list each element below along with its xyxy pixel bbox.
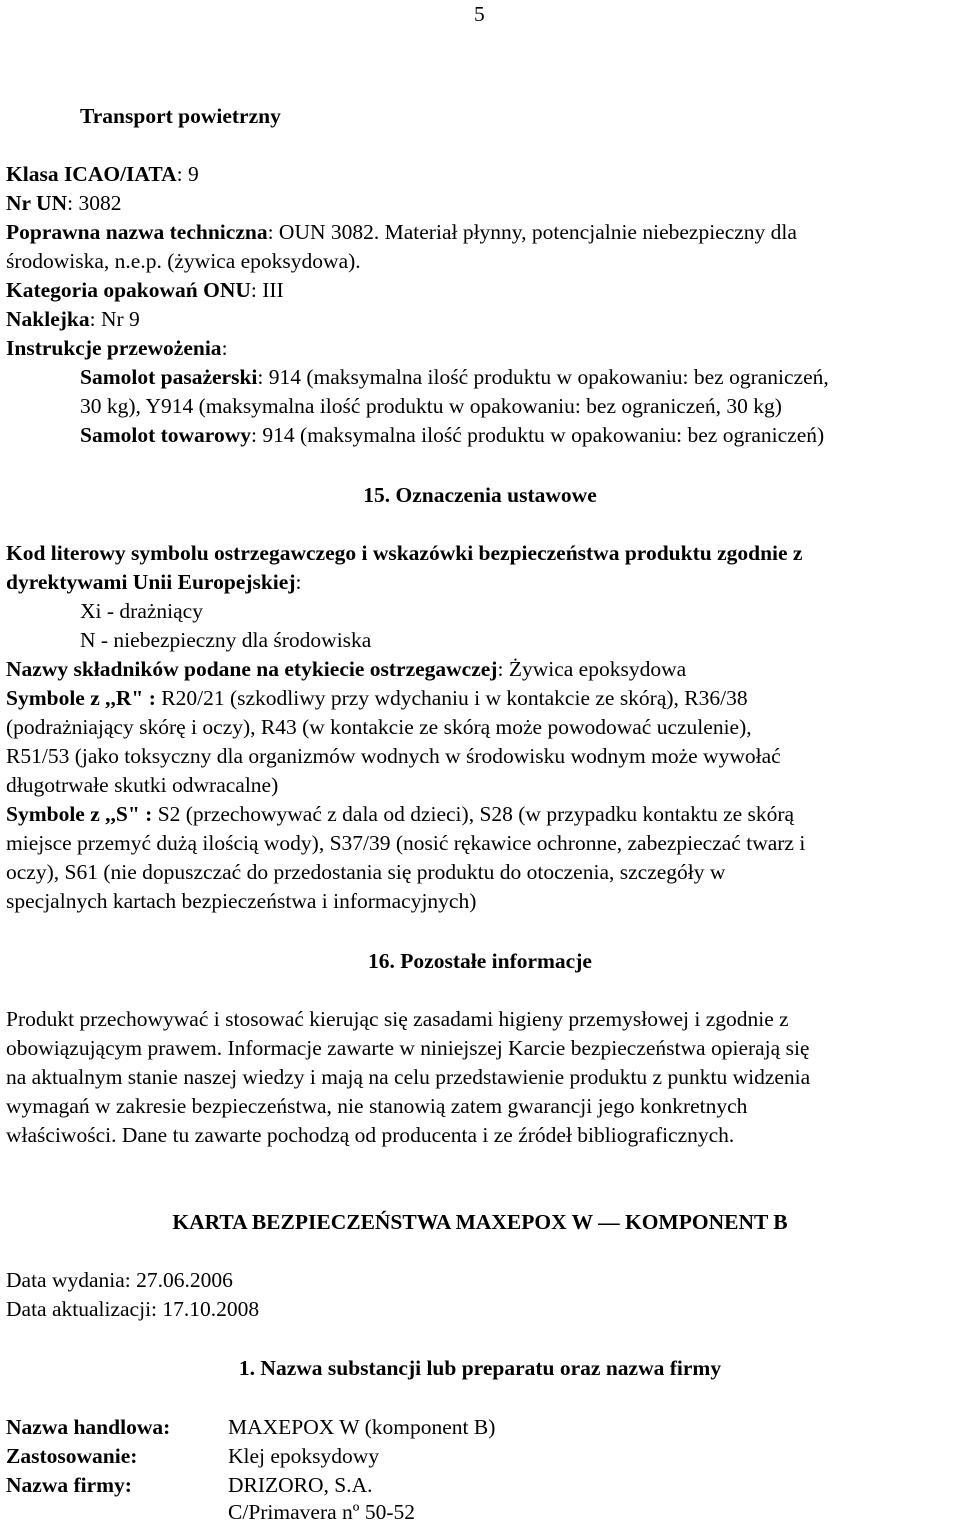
kategoria-line: Kategoria opakowań ONU: III — [6, 278, 284, 302]
symbole-r-line-1: Symbole z ,,R" : R20/21 (szkodliwy przy wdychaniu i w kontakcie ze skórą), R36/38 — [6, 686, 748, 710]
info-line-2: obowiązującym prawem. Informacje zawarte w niniejszej Karcie bezpieczeństwa opierają się — [6, 1036, 810, 1060]
naklejka-line: Naklejka: Nr 9 — [6, 307, 140, 331]
samolot-pasazerski-line-2: 30 kg), Y914 (maksymalna ilość produktu w opakowaniu: bez ograniczeń, 30 kg) — [80, 394, 782, 418]
zastosowanie-value: Klej epoksydowy — [228, 1444, 380, 1468]
symbole-s-line-3: oczy), S61 (nie dopuszczać do przedostania się produktu do otoczenia, szczegóły w — [6, 860, 726, 884]
nazwy-skladnikow-line: Nazwy składników podane na etykiecie ostrzegawczej: Żywica epoksydowa — [6, 657, 687, 681]
zastosowanie-label: Zastosowanie: — [6, 1444, 138, 1468]
info-line-5: właściwości. Dane tu zawarte pochodzą od producenta i ze źródeł bibliograficznych. — [6, 1123, 735, 1147]
nazwa-firmy-label: Nazwa firmy: — [6, 1473, 132, 1497]
nazwa-techniczna-line-2: środowiska, n.e.p. (żywica epoksydowa). — [6, 249, 361, 273]
nazwa-handlowa-label: Nazwa handlowa: — [6, 1415, 171, 1439]
info-line-3: na aktualnym stanie naszej wiedzy i mają na celu przedstawienie produktu z punktu widzenia — [6, 1065, 811, 1089]
symbole-r-line-2: (podrażniający skórę i oczy), R43 (w kontakcie ze skórą może powodować uczulenie), — [6, 715, 752, 739]
section-15-heading: 15. Oznaczenia ustawowe — [363, 483, 597, 507]
info-line-4: wymagań w zakresie bezpieczeństwa, nie stanowią zatem gwarancji jego konkretnych — [6, 1094, 748, 1118]
symbole-r-line-4: długotrwałe skutki odwracalne) — [6, 773, 279, 797]
section-1-heading: 1. Nazwa substancji lub preparatu oraz nazwa firmy — [238, 1356, 722, 1380]
nazwa-firmy-value: DRIZORO, S.A. — [228, 1473, 373, 1497]
nazwa-techniczna-line: Poprawna nazwa techniczna: OUN 3082. Materiał płynny, potencjalnie niebezpieczny dla — [6, 220, 797, 244]
data-wydania: Data wydania: 27.06.2006 — [6, 1268, 233, 1292]
data-aktualizacji: Data aktualizacji: 17.10.2008 — [6, 1297, 260, 1321]
symbole-s-line-1: Symbole z ,,S" : S2 (przechowywać z dala od dzieci), S28 (w przypadku kontaktu ze skórą — [6, 802, 795, 826]
section-16-heading: 16. Pozostałe informacje — [368, 949, 592, 973]
page-number: 5 — [474, 2, 485, 26]
symbole-r-line-3: R51/53 (jako toksyczny dla organizmów wodnych w środowisku wodnym może wywołać — [6, 744, 781, 768]
firma-address: C/Primavera nº 50-52 — [228, 1500, 415, 1524]
klasa-line: Klasa ICAO/IATA: 9 — [6, 162, 199, 186]
symbol-xi: Xi - drażniący — [80, 599, 203, 623]
transport-heading: Transport powietrzny — [80, 104, 281, 128]
nazwa-handlowa-value: MAXEPOX W (komponent B) — [228, 1415, 496, 1439]
info-line-1: Produkt przechowywać i stosować kierując się zasadami higieny przemysłowej i zgodnie z — [6, 1007, 789, 1031]
karta-title: KARTA BEZPIECZEŃSTWA MAXEPOX W — KOMPONENT B — [172, 1210, 788, 1234]
samolot-pasazerski-line: Samolot pasażerski: 914 (maksymalna ilość produktu w opakowaniu: bez ograniczeń, — [80, 365, 829, 389]
samolot-towarowy-line: Samolot towarowy: 914 (maksymalna ilość produktu w opakowaniu: bez ograniczeń) — [80, 423, 825, 447]
symbole-s-line-2: miejsce przemyć dużą ilością wody), S37/39 (nosić rękawice ochronne, zabezpieczać twarz i — [6, 831, 806, 855]
symbol-n: N - niebezpieczny dla środowiska — [80, 628, 372, 652]
kod-literowy-line-1: Kod literowy symbolu ostrzegawczego i wskazówki bezpieczeństwa produktu zgodnie z — [6, 541, 803, 565]
un-line: Nr UN: 3082 — [6, 191, 122, 215]
instrukcje-line: Instrukcje przewożenia: — [6, 336, 228, 360]
kod-literowy-line-2: dyrektywami Unii Europejskiej: — [6, 570, 302, 594]
symbole-s-line-4: specjalnych kartach bezpieczeństwa i informacyjnych) — [6, 889, 477, 913]
